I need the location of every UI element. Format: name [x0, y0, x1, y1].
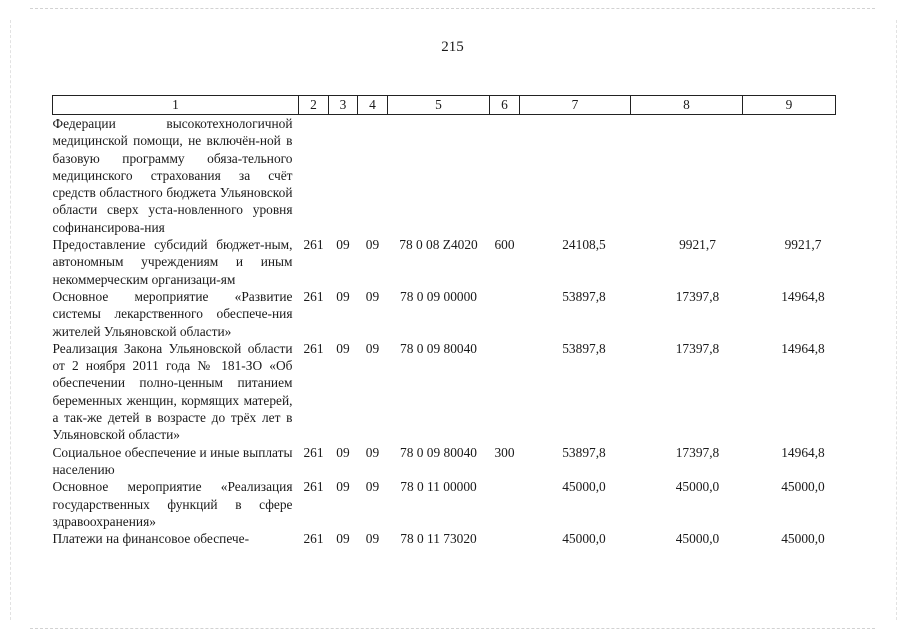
table-row — [53, 340, 836, 444]
col4-value: 09 — [365, 531, 380, 547]
page-edge-right — [896, 20, 897, 620]
col8-value — [631, 115, 743, 237]
col8-value: 45000,0 — [675, 531, 720, 547]
table-row — [53, 288, 836, 340]
col3-value: 09 — [336, 444, 350, 460]
col5-value: 78 0 11 00000 — [400, 479, 477, 495]
col6-value — [490, 340, 520, 444]
table-row — [53, 115, 836, 237]
col6-value — [490, 478, 520, 530]
col8-value: 17397,8 — [675, 340, 720, 356]
row-name: Предоставление субсидий бюджет-ным, автономным учреждениям и иным некоммерческим организаци-ям — [52, 237, 293, 287]
col8-value: 17397,8 — [675, 288, 720, 304]
col5-value — [388, 115, 490, 237]
header-row — [53, 96, 836, 115]
page-edge-bottom — [30, 628, 875, 629]
col2-value: 261 — [303, 531, 324, 547]
header-cell: 7 — [520, 96, 631, 115]
col4-value: 09 — [365, 444, 380, 460]
col9-value: 14964,8 — [781, 340, 825, 356]
col3-value: 09 — [336, 531, 350, 547]
col9-value: 14964,8 — [781, 444, 825, 460]
table-row — [53, 444, 836, 479]
col9-value — [743, 115, 836, 237]
col8-value: 9921,7 — [679, 237, 716, 253]
col9-value: 45000,0 — [781, 531, 825, 547]
page-edge-top — [30, 8, 875, 9]
col8-value: 45000,0 — [675, 479, 720, 495]
page-edge-left — [10, 20, 11, 620]
col7-value: 53897,8 — [562, 288, 606, 304]
row-name: Социальное обеспечение и иные выплаты населению — [52, 444, 293, 477]
row-name: Реализация Закона Ульяновской области от 2 ноября 2011 года № 181-ЗО «Об обеспечении полно-ценным питанием беременных женщин, кормящих матерей, а так-же детей в возрасте до трёх лет в Ульяновской области» — [52, 340, 293, 443]
col9-value: 45000,0 — [781, 479, 825, 495]
header-cell: 3 — [329, 96, 358, 115]
col5-value: 78 0 08 Z4020 — [399, 237, 478, 253]
col7-value: 24108,5 — [562, 237, 606, 253]
col3-value: 09 — [336, 340, 350, 356]
table-row — [53, 530, 836, 547]
col8-value: 17397,8 — [675, 444, 720, 460]
table-row — [53, 236, 836, 288]
row-name: Основное мероприятие «Развитие системы лекарственного обеспече-ния жителей Ульяновской области» — [52, 288, 293, 339]
col6-value: 600 — [494, 237, 515, 253]
col9-value: 9921,7 — [784, 237, 822, 253]
col2-value: 261 — [303, 237, 324, 253]
col4-value: 09 — [365, 288, 380, 304]
col3-value: 09 — [336, 479, 350, 495]
col2-value: 261 — [303, 340, 324, 356]
col7-value: 53897,8 — [562, 340, 606, 356]
header-cell: 4 — [358, 96, 388, 115]
col5-value: 78 0 09 80040 — [400, 444, 477, 460]
header-cell: 1 — [53, 96, 299, 115]
col3-value: 09 — [336, 237, 350, 253]
header-cell: 8 — [631, 96, 743, 115]
col4-value: 09 — [365, 237, 380, 253]
col2-value: 261 — [303, 288, 324, 304]
page-number: 215 — [441, 39, 464, 55]
col2-value — [299, 115, 329, 237]
row-name: Основное мероприятие «Реализация государственных функций в сфере здравоохранения» — [52, 479, 293, 529]
col3-value — [329, 115, 358, 237]
col5-value: 78 0 09 80040 — [400, 340, 477, 356]
budget-table — [52, 95, 836, 547]
col2-value: 261 — [303, 479, 324, 495]
col7-value — [520, 115, 631, 237]
table-row — [53, 478, 836, 530]
col4-value — [358, 115, 388, 237]
col4-value: 09 — [365, 479, 380, 495]
row-name: Платежи на финансовое обеспече- — [52, 531, 250, 547]
col7-value: 53897,8 — [562, 444, 606, 460]
col9-value: 14964,8 — [781, 288, 825, 304]
header-cell: 5 — [388, 96, 490, 115]
col6-value: 300 — [494, 444, 515, 460]
col3-value: 09 — [336, 288, 350, 304]
col5-value: 78 0 11 73020 — [400, 531, 477, 547]
header-cell: 6 — [490, 96, 520, 115]
col2-value: 261 — [303, 444, 324, 460]
header-cell: 2 — [299, 96, 329, 115]
col6-value — [490, 288, 520, 340]
col5-value: 78 0 09 00000 — [400, 288, 477, 304]
col7-value: 45000,0 — [562, 531, 606, 547]
header-cell: 9 — [743, 96, 836, 115]
col4-value: 09 — [365, 340, 380, 356]
row-name: Федерации высокотехнологичной медицинской помощи, не включён-ной в базовую программу обяза-тельного медицинского страхования за счёт средств областного бюджета Ульяновской области сверх уста-новленного уровня софинансирова-ния — [52, 116, 293, 235]
col7-value: 45000,0 — [562, 479, 606, 495]
col6-value — [490, 115, 520, 237]
col6-value — [490, 530, 520, 547]
budget-table-container — [52, 95, 835, 547]
